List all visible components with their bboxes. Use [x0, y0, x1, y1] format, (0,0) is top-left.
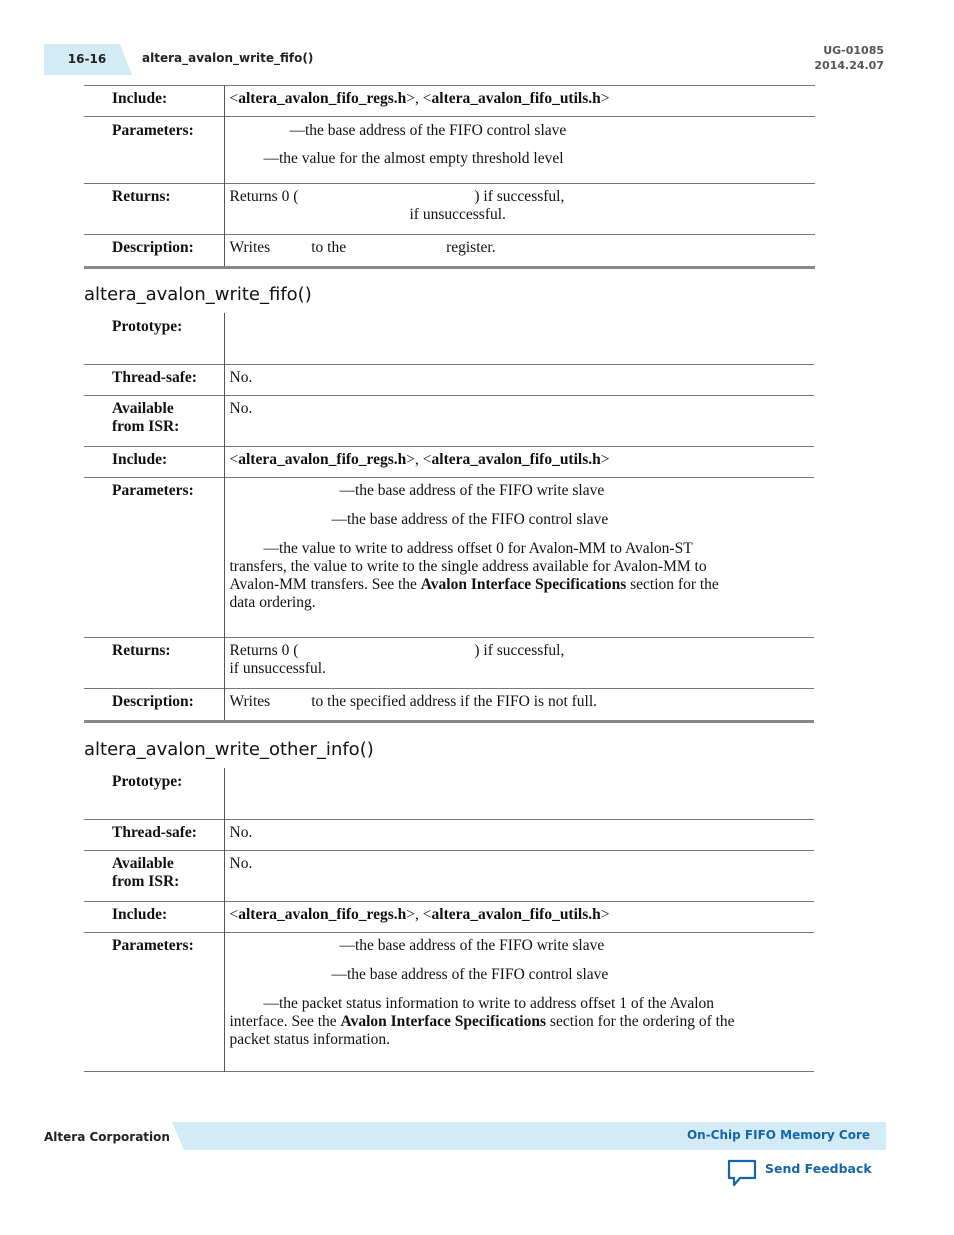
- write-fifo-table: [84, 313, 814, 723]
- description-label: Description:: [84, 235, 224, 268]
- document-id: [814, 43, 884, 73]
- param-line: —the value for the almost empty threshold level: [263, 150, 564, 167]
- parameters-label: Parameters:: [84, 932, 224, 1071]
- parameters-label: Parameters:: [84, 117, 224, 184]
- prototype-label: Prototype:: [84, 313, 224, 364]
- parameters-label: Parameters:: [84, 477, 224, 637]
- doc-number: UG-01085: [823, 44, 884, 57]
- include-value: <altera_avalon_fifo_regs.h>, <altera_avalon_fifo_utils.h>: [229, 450, 610, 468]
- write-threshold-table: [84, 85, 815, 269]
- parameters-value: —the base address of the FIFO write slave —the base address of the FIFO control slave —the packet status information to write to address offset 1 of the Avalon interface. See the Avalon Interface Specifications section for the ordering of the packet status information.: [224, 932, 814, 1071]
- param-line: —the value to write to address offset 0 for Avalon-MM to Avalon-ST: [263, 539, 693, 557]
- corporation-name: Altera Corporation: [44, 1130, 170, 1144]
- description-label: Description:: [84, 688, 224, 721]
- section-title-write-fifo: altera_avalon_write_fifo(): [84, 284, 312, 305]
- include-value: <altera_avalon_fifo_regs.h>, <altera_avalon_fifo_utils.h>: [229, 90, 610, 107]
- thread-safe-value: No.: [229, 368, 253, 386]
- thread-safe-label: Thread-safe:: [84, 819, 224, 850]
- available-from-isr-value: No.: [229, 399, 253, 417]
- available-from-isr-label: Available from ISR:: [84, 395, 224, 446]
- prototype-value: [224, 768, 814, 819]
- product-name[interactable]: On-Chip FIFO Memory Core: [686, 1128, 870, 1142]
- thread-safe-label: Thread-safe:: [84, 364, 224, 395]
- returns-label: Returns:: [84, 637, 224, 688]
- include-value: <altera_avalon_fifo_regs.h>, <altera_avalon_fifo_utils.h>: [229, 905, 610, 923]
- write-other-info-table: [84, 768, 814, 1072]
- description-value: Writes to the specified address if the FIFO is not full.: [229, 692, 598, 710]
- prototype-label: Prototype:: [84, 768, 224, 819]
- parameters-value: —the base address of the FIFO write slave —the base address of the FIFO control slave —the value to write to address offset 0 for Avalon-MM to Avalon-ST transfers, the value to write to the single address available for Avalon-MM to Avalon-MM transfers. See the Avalon Interface Specifications section for the data ordering.: [224, 477, 814, 637]
- prototype-value: [224, 313, 814, 364]
- param-line: —the base address of the FIFO write slave: [339, 481, 605, 499]
- send-feedback-link[interactable]: Send Feedback: [765, 1161, 872, 1176]
- running-title: altera_avalon_write_fifo(): [142, 51, 314, 65]
- returns-value: Returns 0 ( ) if successful, if unsuccessful.: [229, 641, 565, 677]
- page-number-tab: [44, 44, 132, 75]
- available-from-isr-label: Available from ISR:: [84, 850, 224, 901]
- param-line: —the base address of the FIFO control slave: [289, 122, 567, 139]
- include-label: Include:: [84, 901, 224, 932]
- thread-safe-value: No.: [229, 823, 253, 841]
- param-line: —the base address of the FIFO control slave: [331, 965, 609, 983]
- param-line: —the base address of the FIFO control slave: [331, 510, 609, 528]
- doc-date: 2014.24.07: [814, 59, 884, 72]
- include-label: Include:: [84, 446, 224, 477]
- include-label: Include:: [84, 86, 224, 117]
- param-line: —the packet status information to write to address offset 1 of the Avalon: [263, 994, 715, 1012]
- returns-label: Returns:: [84, 184, 224, 235]
- available-from-isr-value: No.: [229, 854, 253, 872]
- page-number: 16-16: [67, 52, 107, 66]
- returns-value: Returns 0 ( ) if successful, if unsuccessful.: [229, 188, 565, 223]
- parameters-value: [224, 117, 815, 184]
- description-value: Writes to the register.: [229, 239, 496, 256]
- param-line: —the base address of the FIFO write slave: [339, 936, 605, 954]
- section-title-write-other-info: altera_avalon_write_other_info(): [84, 739, 374, 760]
- feedback-icon[interactable]: [726, 1158, 758, 1188]
